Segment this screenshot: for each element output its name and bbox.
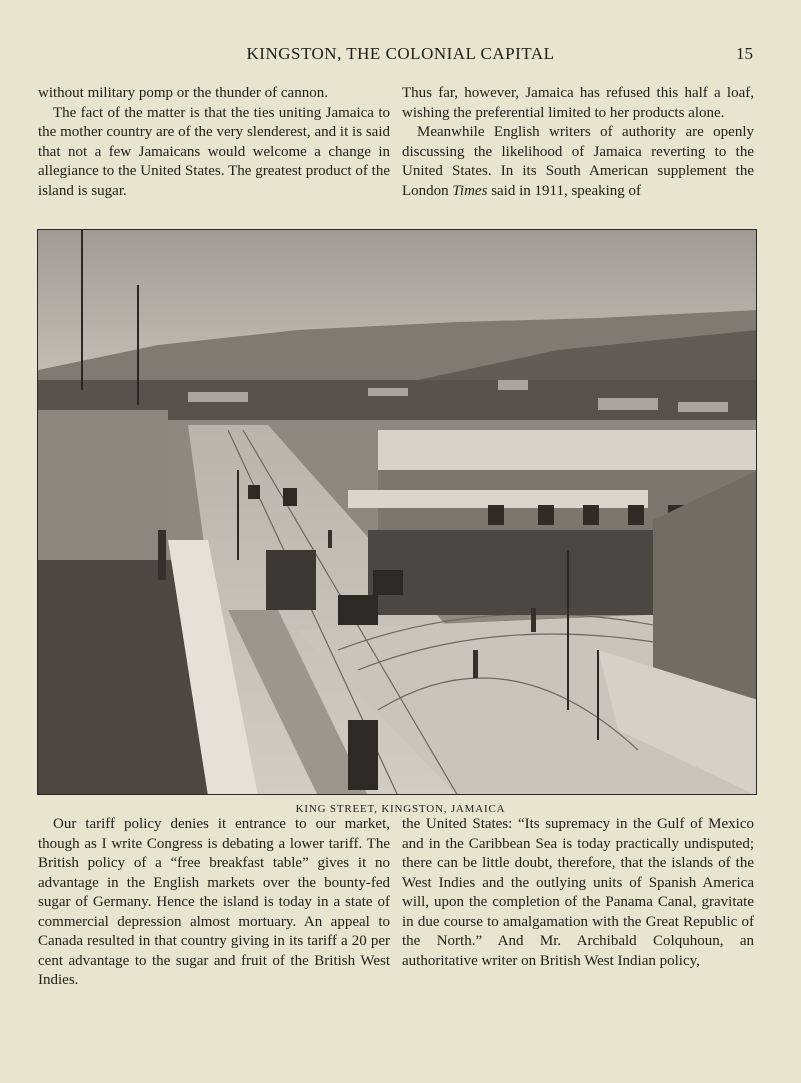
text-run: said in 1911, speaking of (487, 182, 642, 199)
paragraph: The fact of the matter is that the ties uniting Jamaica to the mother country are of the very slenderest, and it is said that not a few Jamaicans would welcome a change in allegiance to the United States. The greatest product of the island is sugar. (38, 104, 390, 199)
paragraph: without military pomp or the thunder of cannon. (38, 85, 328, 101)
paragraph: Our tariff policy denies it entrance to our market, though as I write Congress is debating a lower tariff. The British policy of a “free breakfast table” gives it no advantage in the English markets over the bounty-fed sugar of Germany. Hence the island is today in a state of commercial depression almost mortuary. An appeal to Canada resulted in that country giving in its tariff a 20 per cent advantage to the sugar and fruit of the British West Indies. (38, 816, 390, 988)
paragraph: the United States: “Its supremacy in the Gulf of Mexico and in the Caribbean Sea is today practically undisputed; there can be little doubt, therefore, that the islands of the West Indies and the outlying units of Spanish America will, upon the completion of the Panama Canal, gravitate in due course to amalgamation with the Great Republic of the North.” And Mr. Archibald Colquhoun, an authoritative writer on British West Indian policy, (402, 816, 754, 969)
tram-car (266, 550, 316, 610)
paragraph (402, 123, 754, 201)
street-photograph (37, 229, 757, 795)
arcade (368, 530, 668, 615)
street-scene-illustration (38, 230, 757, 795)
text-column-top-right (402, 84, 754, 201)
left-building (38, 410, 168, 560)
text-column-bottom-left (38, 815, 390, 991)
paragraph: Thus far, however, Jamaica has refused this half a loaf, wishing the preferential limited to her products alone. (402, 85, 754, 121)
text-column-top-left (38, 84, 390, 201)
text-column-bottom-right (402, 815, 754, 971)
running-title: KINGSTON, THE COLONIAL CAPITAL (246, 44, 555, 63)
page-number: 15 (736, 44, 753, 63)
newspaper-title: Times (452, 182, 488, 199)
photo-caption: KING STREET, KINGSTON, JAMAICA (295, 803, 506, 815)
text-run: Meanwhile English writers of authority are openly discussing the likelihood of Jamaica reverting to the United States. In its South American supplement the London (402, 124, 754, 199)
running-header (0, 44, 801, 68)
